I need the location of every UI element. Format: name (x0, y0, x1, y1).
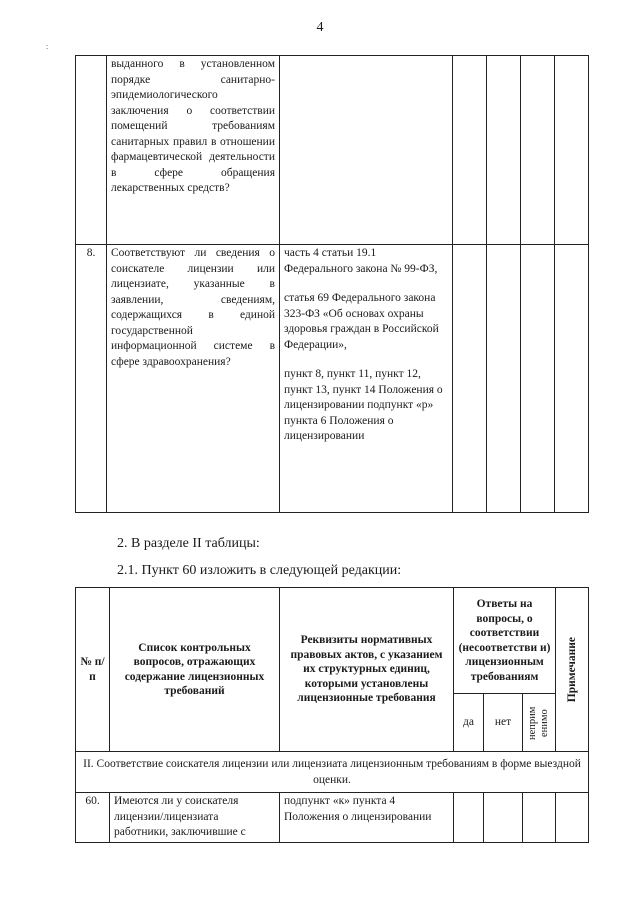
margin-mark: : (46, 42, 49, 51)
section-row (76, 752, 589, 793)
page-number: 4 (316, 20, 324, 35)
reference-cell: подпункт «к» пункта 4 Положения о лицензировании (280, 793, 454, 843)
question-cell: Имеются ли у соискателя лицензии/лицензиата работники, заключившие с (110, 793, 280, 843)
answer-na-cell (521, 56, 555, 245)
note-cell (555, 56, 589, 245)
row-number: 60. (76, 793, 110, 843)
question-cell: выданного в установленном порядке санитарно-эпидемиологического заключения о соответствии помещений требованиям санитарных правил в отношении фармацевтической деятельности в сфере обращения лекарственных средств? (107, 56, 280, 245)
header-not-applicable-text: неприм енимо (527, 705, 551, 740)
row-number (76, 56, 107, 245)
reference-text: пункт 8, пункт 11, пункт 12, пункт 13, пункт 14 Положения о лицензировании подпункт «р» пункта 6 Положения о лицензировании (284, 368, 443, 442)
answer-no-cell (484, 793, 523, 843)
header-yes: да (454, 694, 484, 752)
note-cell (556, 793, 589, 843)
paragraph-section-ii: 2. В разделе II таблицы: (117, 536, 260, 551)
answer-na-cell (521, 245, 555, 513)
answer-no-cell (487, 56, 521, 245)
reference-text: часть 4 статьи 19.1 Федерального закона № 99-ФЗ, (284, 247, 438, 275)
header-not-applicable (523, 694, 556, 752)
reference-cell (280, 56, 453, 245)
answer-no-cell (487, 245, 521, 513)
question-cell: Соответствуют ли сведения о соискателе лицензии или лицензиате, указанные в заявлении, сведениям, содержащихся в единой государственной информационной системе в сфере здравоохранения? (107, 245, 280, 513)
table-row (76, 793, 589, 843)
row-number: 8. (76, 245, 107, 513)
answer-yes-cell (453, 56, 487, 245)
header-requisites: Реквизиты нормативных правовых актов, с указанием их структурных единиц, которыми установлены лицензионные требования (280, 588, 454, 752)
header-note (556, 588, 589, 752)
paragraph-item-60: 2.1. Пункт 60 изложить в следующей редакции: (117, 563, 402, 578)
note-cell (555, 245, 589, 513)
header-number: № п/п (76, 588, 110, 752)
answer-yes-cell (453, 245, 487, 513)
answer-yes-cell (454, 793, 484, 843)
header-row (76, 588, 589, 694)
header-answers: Ответы на вопросы, о соответствии (несоответстви и) лицензионным требованиям (454, 588, 556, 694)
requirements-table-continued (75, 55, 589, 513)
table-row (76, 56, 589, 245)
answer-na-cell (523, 793, 556, 843)
requirements-table-section-ii (75, 587, 589, 843)
reference-cell (280, 245, 453, 513)
section-title: II. Соответствие соискателя лицензии или лицензиата лицензионным требованиям в форме выездной оценки. (76, 752, 589, 793)
header-no: нет (484, 694, 523, 752)
header-note-text: Примечание (565, 636, 578, 703)
table-row (76, 245, 589, 513)
reference-text: статья 69 Федерального закона 323-ФЗ «Об основах охраны здоровья граждан в Российской Федерации», (284, 292, 439, 351)
header-questions: Список контрольных вопросов, отражающих содержание лицензионных требований (110, 588, 280, 752)
